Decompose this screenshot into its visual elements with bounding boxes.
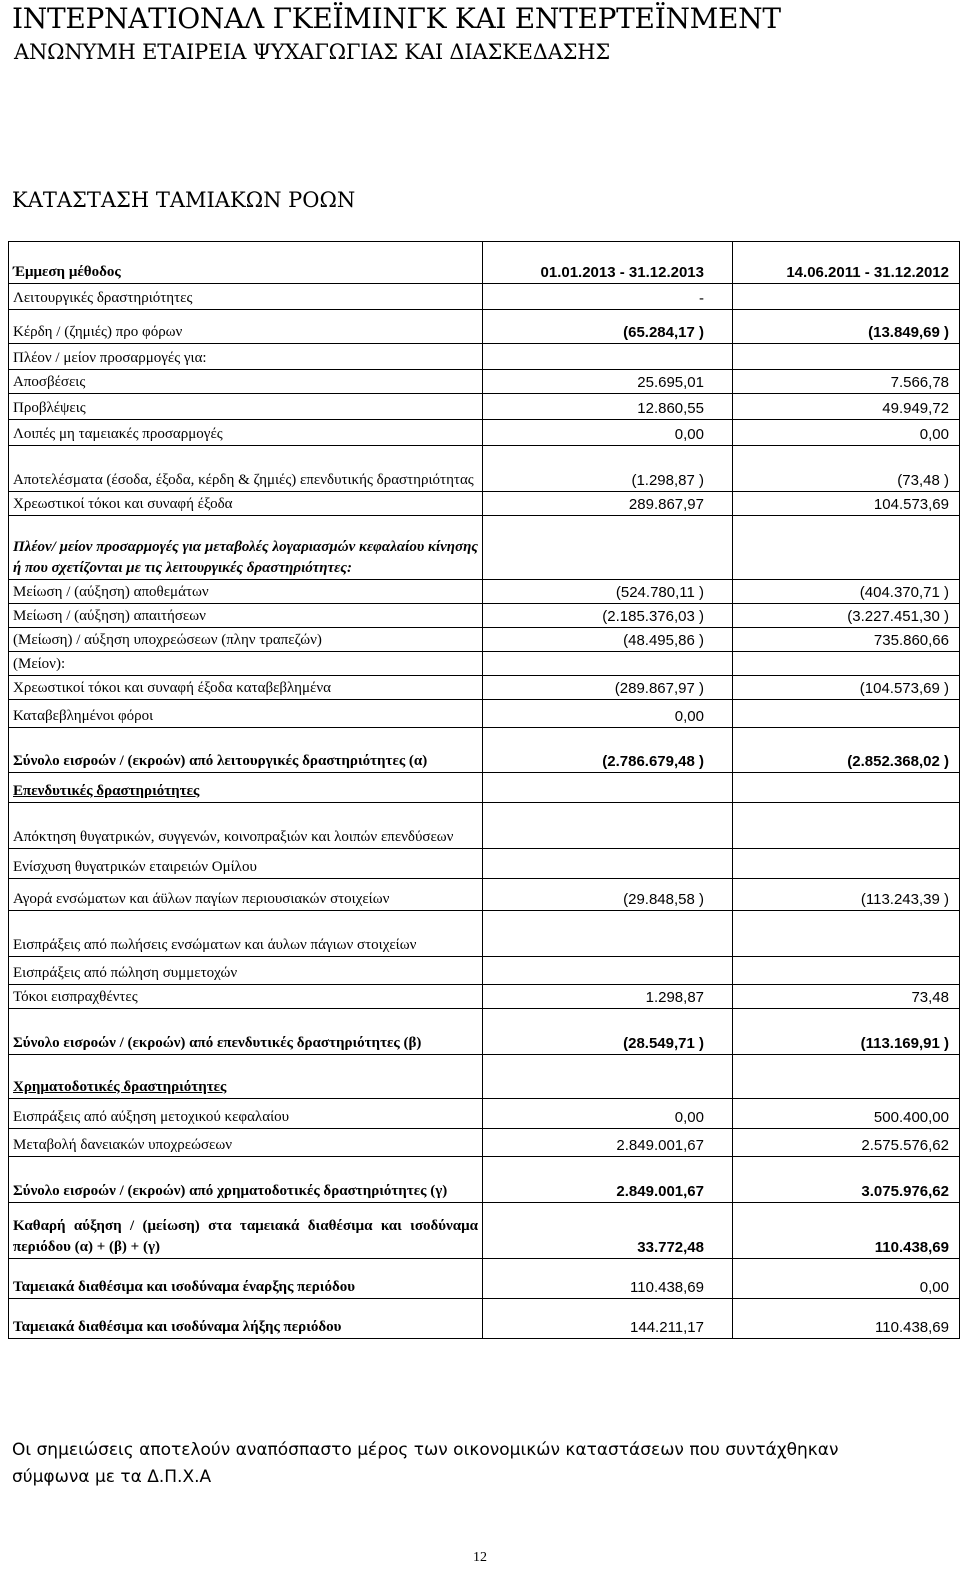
row-value-2012: 73,48: [733, 985, 960, 1009]
table-row: [9, 1203, 960, 1259]
table-row: [9, 446, 960, 492]
company-subtitle: ΑΝΩΝΥΜΗ ΕΤΑΙΡΕΙΑ ΨΥΧΑΓΩΓΙΑΣ ΚΑΙ ΔΙΑΣΚΕΔΑΣΗΣ: [14, 40, 611, 64]
cash-flow-table: [8, 241, 960, 1339]
row-label: Αγορά ενσώματων και άϋλων παγίων περιουσιακών στοιχείων: [9, 879, 483, 911]
row-label: Ενίσχυση θυγατρικών εταιρειών Ομίλου: [9, 849, 483, 879]
row-value-2013: 1.298,87: [483, 985, 733, 1009]
table-row: [9, 1259, 960, 1299]
row-value-2013: 289.867,97: [483, 492, 733, 516]
row-value-2012: [733, 700, 960, 728]
investing-heading: Επενδυτικές δραστηριότητες: [9, 773, 483, 803]
table-row: [9, 344, 960, 370]
table-row: [9, 652, 960, 676]
total-investing-2013: (28.549,71 ): [483, 1009, 733, 1055]
row-label: Μεταβολή δανειακών υποχρεώσεων: [9, 1129, 483, 1157]
row-value-2013: 0,00: [483, 1099, 733, 1129]
row-value-2012: (404.370,71 ): [733, 580, 960, 604]
table-row: [9, 957, 960, 985]
table-row: [9, 1009, 960, 1055]
row-label: Αποσβέσεις: [9, 370, 483, 394]
row-value-2012: (73,48 ): [733, 446, 960, 492]
row-value-2012: 735.860,66: [733, 628, 960, 652]
row-value-2013: 0,00: [483, 700, 733, 728]
row-value-2012: [733, 849, 960, 879]
row-value-2013: (524.780,11 ): [483, 580, 733, 604]
row-value-2013: [483, 803, 733, 849]
row-value-2013: (29.848,58 ): [483, 879, 733, 911]
table-row: [9, 310, 960, 344]
total-financing-2012: 3.075.976,62: [733, 1157, 960, 1203]
row-label: Αποτελέσματα (έσοδα, έξοδα, κέρδη & ζημιές) επενδυτικής δραστηριότητας: [9, 446, 483, 492]
closing-cash-2012: 110.438,69: [733, 1299, 960, 1339]
table-row: [9, 1055, 960, 1099]
table-row: [9, 985, 960, 1009]
table-row: [9, 1299, 960, 1339]
row-label: Χρεωστικοί τόκοι και συναφή έξοδα καταβεβλημένα: [9, 676, 483, 700]
row-label: Τόκοι εισπραχθέντες: [9, 985, 483, 1009]
row-label: Εισπράξεις από πωλήσεις ενσώματων και άυλων πάγιων στοιχείων: [9, 911, 483, 957]
net-change-label: Καθαρή αύξηση / (μείωση) στα ταμειακά διαθέσιμα και ισοδύναμα περιόδου (α) + (β) + (γ): [9, 1203, 483, 1259]
operating-heading: Λειτουργικές δραστηριότητες: [9, 284, 483, 310]
row-label: (Μείωση) / αύξηση υποχρεώσεων (πλην τραπεζών): [9, 628, 483, 652]
row-value-2012: [733, 957, 960, 985]
table-header-row: [9, 242, 960, 284]
total-investing-label: Σύνολο εισροών / (εκροών) από επενδυτικές δραστηριότητες (β): [9, 1009, 483, 1055]
period-1-header: 01.01.2013 - 31.12.2013: [483, 242, 733, 284]
opening-cash-2012: 0,00: [733, 1259, 960, 1299]
row-label: Προβλέψεις: [9, 394, 483, 420]
financing-heading: Χρηματοδοτικές δραστηριότητες: [9, 1055, 483, 1099]
row-value-2012: [733, 911, 960, 957]
row-label: Λοιπές μη ταμειακές προσαρμογές: [9, 420, 483, 446]
table-row: [9, 1099, 960, 1129]
row-value-2013: 0,00: [483, 420, 733, 446]
opening-cash-2013: 110.438,69: [483, 1259, 733, 1299]
net-change-2012: 110.438,69: [733, 1203, 960, 1259]
row-label: Εισπράξεις από πώληση συμμετοχών: [9, 957, 483, 985]
row-label: Απόκτηση θυγατρικών, συγγενών, κοινοπραξιών και λοιπών επενδύσεων: [9, 803, 483, 849]
operating-heading-dash: -: [483, 284, 733, 310]
row-value-2012: 500.400,00: [733, 1099, 960, 1129]
row-value-2012: 7.566,78: [733, 370, 960, 394]
period-2-header: 14.06.2011 - 31.12.2012: [733, 242, 960, 284]
total-financing-label: Σύνολο εισροών / (εκροών) από χρηματοδοτικές δραστηριότητες (γ): [9, 1157, 483, 1203]
row-label: Μείωση / (αύξηση) απαιτήσεων: [9, 604, 483, 628]
row-value-2012: (104.573,69 ): [733, 676, 960, 700]
table-row: [9, 370, 960, 394]
row-value-2013: [483, 911, 733, 957]
row-value-2013: [483, 957, 733, 985]
table-row: [9, 879, 960, 911]
row-value-2012: [733, 803, 960, 849]
closing-cash-2013: 144.211,17: [483, 1299, 733, 1339]
table-row: [9, 580, 960, 604]
table-row: [9, 676, 960, 700]
table-row: [9, 773, 960, 803]
row-value-2013: (1.298,87 ): [483, 446, 733, 492]
row-label: Μείωση / (αύξηση) αποθεμάτων: [9, 580, 483, 604]
row-value-2012: (3.227.451,30 ): [733, 604, 960, 628]
total-operating-2012: (2.852.368,02 ): [733, 728, 960, 773]
closing-cash-label: Ταμειακά διαθέσιμα και ισοδύναμα λήξης περιόδου: [9, 1299, 483, 1339]
less-heading: (Μείον):: [9, 652, 483, 676]
row-value-2012: 49.949,72: [733, 394, 960, 420]
company-name: ΙΝΤΕΡΝΑΤΙΟΝΑΛ ΓΚΕΪΜΙΝΓΚ ΚΑΙ ΕΝΤΕΡΤΕΪΝΜΕΝΤ: [12, 2, 781, 35]
table-row: [9, 516, 960, 580]
row-value-2013: [483, 849, 733, 879]
ifrs-footnote: Οι σημειώσεις αποτελούν αναπόσπαστο μέρος των οικονομικών καταστάσεων που συντάχθηκαν σύμφωνα με τα Δ.Π.Χ.Α: [12, 1440, 839, 1487]
page-number: 12: [473, 1550, 487, 1565]
row-label: Χρεωστικοί τόκοι και συναφή έξοδα: [9, 492, 483, 516]
row-value-2012: 0,00: [733, 420, 960, 446]
row-value-2013: (48.495,86 ): [483, 628, 733, 652]
total-financing-2013: 2.849.001,67: [483, 1157, 733, 1203]
table-row: [9, 1129, 960, 1157]
row-value-2012: 104.573,69: [733, 492, 960, 516]
total-operating-2013: (2.786.679,48 ): [483, 728, 733, 773]
table-row: [9, 628, 960, 652]
row-label: Καταβεβλημένοι φόροι: [9, 700, 483, 728]
working-capital-heading: Πλέον/ μείον προσαρμογές για μεταβολές λογαριασμών κεφαλαίου κίνησης ή που σχετίζονται με τις λειτουργικές δραστηριότητες:: [9, 516, 483, 580]
row-value-2013: 25.695,01: [483, 370, 733, 394]
row-value-2013: (65.284,17 ): [483, 310, 733, 344]
row-label: Κέρδη / (ζημιές) προ φόρων: [9, 310, 483, 344]
table-row: [9, 394, 960, 420]
table-row: [9, 492, 960, 516]
opening-cash-label: Ταμειακά διαθέσιμα και ισοδύναμα έναρξης περιόδου: [9, 1259, 483, 1299]
row-value-2012: (113.243,39 ): [733, 879, 960, 911]
statement-title: ΚΑΤΑΣΤΑΣΗ ΤΑΜΙΑΚΩΝ ΡΟΩΝ: [12, 188, 356, 212]
row-label: Εισπράξεις από αύξηση μετοχικού κεφαλαίου: [9, 1099, 483, 1129]
table-row: [9, 420, 960, 446]
table-row: [9, 284, 960, 310]
net-change-2013: 33.772,48: [483, 1203, 733, 1259]
table-row: [9, 604, 960, 628]
table-row: [9, 700, 960, 728]
method-label: Έμμεση μέθοδος: [9, 242, 483, 284]
total-investing-2012: (113.169,91 ): [733, 1009, 960, 1055]
adjustments-heading: Πλέον / μείον προσαρμογές για:: [9, 344, 483, 370]
row-value-2013: 12.860,55: [483, 394, 733, 420]
row-value-2012: 2.575.576,62: [733, 1129, 960, 1157]
table-row: [9, 803, 960, 849]
table-row: [9, 1157, 960, 1203]
row-value-2013: (2.185.376,03 ): [483, 604, 733, 628]
table-row: [9, 911, 960, 957]
table-row: [9, 728, 960, 773]
row-value-2013: (289.867,97 ): [483, 676, 733, 700]
row-value-2013: 2.849.001,67: [483, 1129, 733, 1157]
table-row: [9, 849, 960, 879]
row-value-2012: (13.849,69 ): [733, 310, 960, 344]
total-operating-label: Σύνολο εισροών / (εκροών) από λειτουργικές δραστηριότητες (α): [9, 728, 483, 773]
